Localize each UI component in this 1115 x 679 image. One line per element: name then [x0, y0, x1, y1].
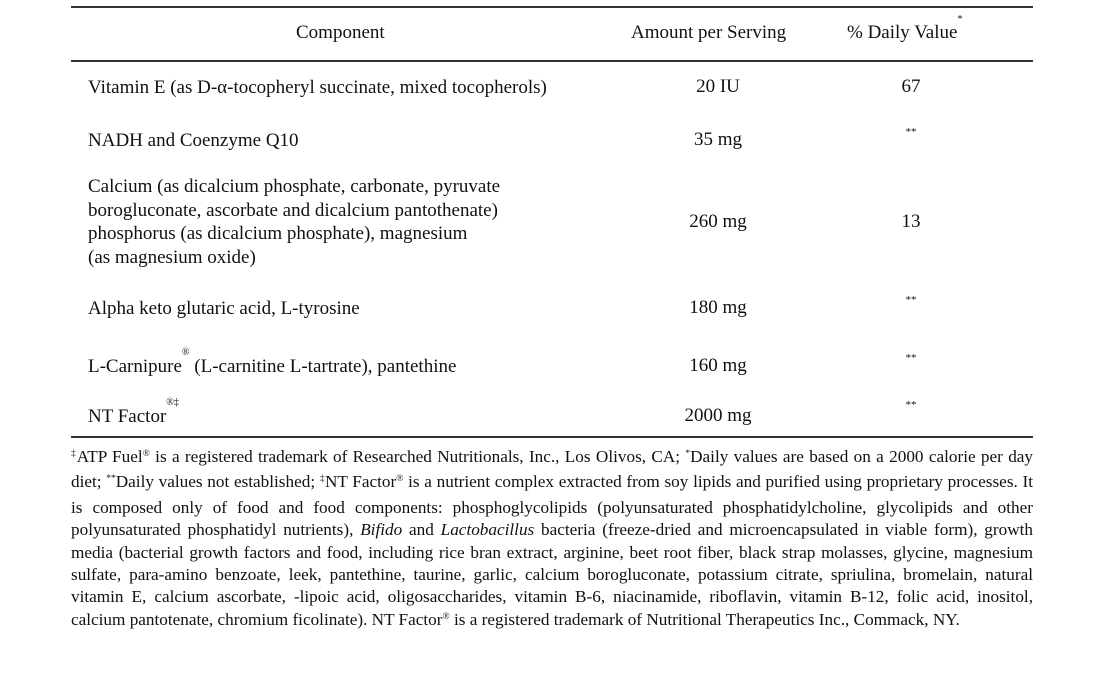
component-line: Calcium (as dicalcium phosphate, carbonate, pyruvate: [88, 176, 501, 197]
amount-cell: 260 mg: [689, 211, 747, 232]
footnote-text: ATP Fuel: [76, 447, 143, 466]
header-rule: [71, 60, 1033, 62]
component-cell: NADH and Coenzyme Q10: [88, 130, 299, 151]
header-daily-value-mark: *: [957, 14, 963, 25]
header-amount: Amount per Serving: [631, 22, 787, 43]
component-cell: [88, 347, 628, 379]
footnote-text: bacteria (freeze-dried and microencapsulated in viable form), growth media (bacterial growth factors and food, including rice bran extract, arginine, beet root fiber, black strap molasses, glycine, magnesium sulfate, para-amino benzoate, leek, pantethine, taurine, garlic, calcium borogluconate, potassium citrate, spriulina, bromelain, natural vitamin E, calcium ascorbate, -lipoic acid, oligosaccharides, vitamin B-6, niacinamide, riboflavin, vitamin B-12, folic acid, inositol, calcium pantotenate, chromium ficolinate). NT Factor: [71, 520, 1033, 629]
footnote-mark: ‡: [71, 449, 77, 459]
footnote-text: is a nutrient complex extracted from soy lipids and purified using proprietary processes. It is composed only of food and food components: phosphoglycolipids (polyunsaturated phosphatidylcholine, glycolipids and other polyunsaturated phosphatidyl nutrients),: [71, 472, 1034, 540]
daily-value-cell: 13: [901, 211, 921, 232]
component-line: (as magnesium oxide): [88, 246, 256, 268]
component-cell: Alpha keto glutaric acid, L-tyrosine: [88, 298, 360, 319]
footnote-text: is a registered trademark of Researched Nutritionals, Inc., Los Olivos, CA;: [149, 447, 686, 466]
amount-cell: 160 mg: [689, 355, 747, 376]
footnote-italic: Bifido: [360, 520, 403, 540]
table-footnote: [71, 446, 1033, 634]
footnote-text: and: [402, 520, 441, 540]
footnote-text: Daily values are based on a 2000 calorie per day diet;: [71, 447, 1034, 492]
daily-value-cell: **: [905, 294, 917, 306]
footnote-mark: ‡: [319, 474, 325, 485]
footnote-text: Daily values not established;: [115, 472, 320, 492]
component-cell: [88, 175, 628, 269]
footnote-mark: **: [106, 474, 116, 485]
header-daily-value: [847, 14, 963, 44]
daily-value-cell: 67: [901, 76, 921, 97]
registered-mark: ®: [181, 347, 190, 358]
daily-value-cell: **: [905, 126, 917, 138]
registered-mark: ®: [142, 449, 150, 459]
component-cell: [88, 397, 628, 429]
amount-cell: 180 mg: [689, 297, 747, 318]
amount-cell: 20 IU: [696, 76, 740, 97]
footnote-paragraph: [71, 446, 1033, 634]
footnote-text: is a registered trademark of Nutritional Therapeutics Inc., Commack, NY.: [449, 609, 960, 629]
component-cell: Vitamin E (as D-α-tocopheryl succinate, mixed tocopherols): [88, 77, 547, 98]
table-top-rule: [71, 6, 1033, 8]
amount-cell: 2000 mg: [684, 405, 752, 426]
header-component: Component: [296, 22, 385, 43]
daily-value-cell: **: [905, 399, 917, 411]
component-text: NT Factor: [88, 406, 167, 427]
component-text: L-Carnipure: [88, 356, 182, 377]
registered-mark: ®: [396, 474, 404, 485]
component-text: (L-carnitine L-tartrate), pantethine: [189, 356, 457, 377]
footnote-text: NT Factor: [324, 472, 397, 492]
header-daily-value-text: % Daily Value: [847, 22, 958, 43]
daily-value-cell: **: [905, 352, 917, 364]
amount-cell: 35 mg: [693, 129, 743, 150]
footnote-mark: *: [685, 449, 691, 459]
registered-mark: ®: [442, 611, 450, 622]
component-line: borogluconate, ascorbate and dicalcium pantothenate): [88, 199, 498, 221]
registered-mark: ®‡: [166, 397, 179, 408]
component-line: phosphorus (as dicalcium phosphate), magnesium: [88, 223, 468, 244]
footnote-italic: Lactobacillus: [440, 520, 535, 540]
table-bottom-rule: [71, 436, 1033, 438]
